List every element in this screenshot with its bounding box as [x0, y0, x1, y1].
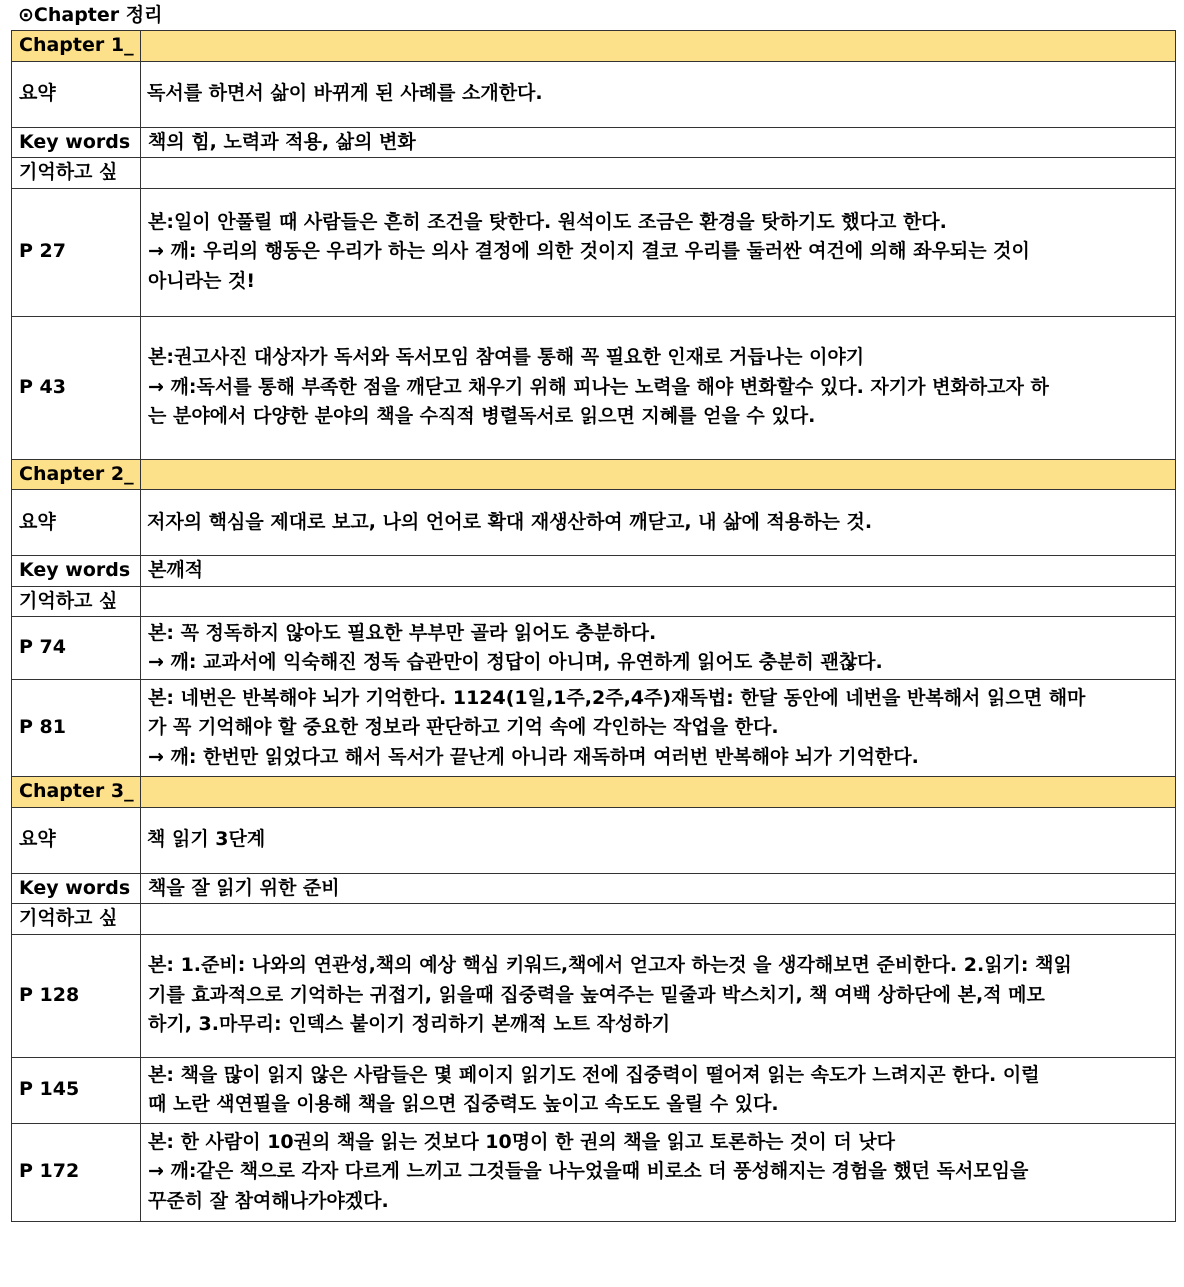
content-line: → 깨: 한번만 읽었다고 해서 독서가 끝난게 아니라 재독하며 여러번 반복해야 뇌가 기억한다. — [148, 745, 919, 768]
keywords-label: Key words — [12, 556, 141, 587]
content-line: → 깨: 우리의 행동은 우리가 하는 의사 결정에 의한 것이지 결코 우리를 둘러싼 여건에 의해 좌우되는 것이 — [148, 240, 1030, 263]
content-line: 아니라는 것! — [148, 269, 256, 292]
keywords-label: Key words — [12, 127, 141, 158]
page-row — [12, 680, 1176, 777]
page-title: ⊙Chapter 정리 — [18, 4, 163, 26]
page-label: P 27 — [12, 188, 141, 316]
content-line: → 깨: 교과서에 익숙해진 정독 습관만이 정답이 아니며, 유연하게 읽어도 충분히 괜찮다. — [148, 651, 883, 673]
content-line: 하기, 3.마무리: 인덱스 붙이기 정리하기 본깨적 노트 작성하기 — [148, 1013, 671, 1036]
content-line: 저자의 핵심을 제대로 보고, 나의 언어로 확대 재생산하여 깨닫고, 내 삶에 적용하는 것. — [147, 510, 873, 533]
chapter-label: Chapter 2_ — [12, 459, 141, 490]
page-row — [12, 188, 1176, 316]
chapter-row — [12, 777, 1176, 808]
summary-label: 요약 — [12, 490, 141, 556]
page-row — [12, 934, 1176, 1057]
summary-label: 요약 — [12, 61, 141, 127]
content-line: 독서를 하면서 삶이 바뀌게 된 사례를 소개한다. — [147, 82, 543, 105]
summary-row — [12, 490, 1176, 556]
page-content — [141, 1123, 1176, 1221]
summary-label: 요약 — [12, 807, 141, 873]
content-line: 책의 힘, 노력과 적용, 삶의 변화 — [148, 130, 416, 153]
chapter-summary-table — [11, 30, 1176, 1222]
chapter-label: Chapter 1_ — [12, 31, 141, 62]
summary-content — [141, 490, 1176, 556]
remember-row — [12, 586, 1176, 617]
chapter-label: Chapter 3_ — [12, 777, 141, 808]
keywords-row — [12, 873, 1176, 904]
content-line: 꾸준히 잘 참여해나가야겠다. — [148, 1189, 389, 1212]
remember-label: 기억하고 싶 — [12, 158, 141, 189]
content-line: 책을 잘 읽기 위한 준비 — [148, 876, 340, 899]
content-line: 기를 효과적으로 기억하는 귀접기, 읽을때 집중력을 높여주는 밑줄과 박스치기, 책 여백 상하단에 본,적 메모 — [148, 983, 1045, 1006]
content-line: 본: 1.준비: 나와의 연관성,책의 예상 핵심 키워드,책에서 얻고자 하는것 을 생각해보면 준비한다. 2.읽기: 책읽 — [148, 954, 1072, 977]
page-label: P 128 — [12, 934, 141, 1057]
content-line: 책 읽기 3단계 — [147, 828, 266, 851]
content-line: 는 분야에서 다양한 분야의 책을 수직적 병렬독서로 읽으면 지혜를 얻을 수 있다. — [148, 405, 816, 428]
content-line: 본: 꼭 정독하지 않아도 필요한 부부만 골라 읽어도 충분하다. — [148, 621, 657, 644]
summary-content — [141, 807, 1176, 873]
page-label: P 145 — [12, 1057, 141, 1123]
content-line: → 깨:같은 책으로 각자 다르게 느끼고 그것들을 나누었을때 비로소 더 풍성해지는 경험을 했던 독서모임을 — [148, 1160, 1029, 1183]
content-line: 본깨적 — [148, 559, 204, 581]
page-row — [12, 1057, 1176, 1123]
page-label: P 172 — [12, 1123, 141, 1221]
remember-row — [12, 158, 1176, 189]
chapter-content — [141, 31, 1176, 62]
page-content — [141, 934, 1176, 1057]
page-label: P 74 — [12, 617, 141, 680]
page-label: P 81 — [12, 680, 141, 777]
content-line: 본:일이 안풀릴 때 사람들은 흔히 조건을 탓한다. 원석이도 조금은 환경을 탓하기도 했다고 한다. — [148, 210, 947, 233]
content-line: 가 꼭 기억해야 할 중요한 정보라 판단하고 기억 속에 각인하는 작업을 한다. — [148, 716, 779, 739]
keywords-content — [141, 873, 1176, 904]
remember-content — [141, 586, 1176, 617]
chapter-row — [12, 459, 1176, 490]
page-row — [12, 1123, 1176, 1221]
page-content — [141, 1057, 1176, 1123]
remember-content — [141, 904, 1176, 935]
content-line: 본:권고사진 대상자가 독서와 독서모임 참여를 통해 꼭 필요한 인재로 거듭나는 이야기 — [148, 346, 865, 369]
content-line: 본: 책을 많이 읽지 않은 사람들은 몇 페이지 읽기도 전에 집중력이 떨어져 읽는 속도가 느려지곤 한다. 이럴 — [148, 1063, 1040, 1086]
remember-label: 기억하고 싶 — [12, 904, 141, 935]
page-content — [141, 617, 1176, 680]
table-body — [12, 31, 1176, 1222]
content-line: → 깨:독서를 통해 부족한 점을 깨닫고 채우기 위해 피나는 노력을 해야 변화할수 있다. 자기가 변화하고자 하 — [148, 375, 1049, 398]
remember-content — [141, 158, 1176, 189]
keywords-label: Key words — [12, 873, 141, 904]
remember-row — [12, 904, 1176, 935]
content-line: 때 노란 색연필을 이용해 책을 읽으면 집중력도 높이고 속도도 올릴 수 있다. — [148, 1093, 779, 1115]
chapter-content — [141, 459, 1176, 490]
chapter-row — [12, 31, 1176, 62]
page-row — [12, 617, 1176, 680]
page-content — [141, 680, 1176, 777]
keywords-row — [12, 556, 1176, 587]
chapter-content — [141, 777, 1176, 808]
summary-content — [141, 61, 1176, 127]
content-line: 본: 네번은 반복해야 뇌가 기억한다. 1124(1일,1주,2주,4주)재독법: 한달 동안에 네번을 반복해서 읽으면 해마 — [148, 686, 1086, 709]
summary-row — [12, 807, 1176, 873]
content-line: 본: 한 사람이 10권의 책을 읽는 것보다 10명이 한 권의 책을 읽고 토론하는 것이 더 낫다 — [148, 1130, 896, 1153]
summary-row — [12, 61, 1176, 127]
keywords-content — [141, 556, 1176, 587]
page-content — [141, 316, 1176, 459]
page-content — [141, 188, 1176, 316]
remember-label: 기억하고 싶 — [12, 586, 141, 617]
keywords-content — [141, 127, 1176, 158]
keywords-row — [12, 127, 1176, 158]
page-row — [12, 316, 1176, 459]
page-label: P 43 — [12, 316, 141, 459]
